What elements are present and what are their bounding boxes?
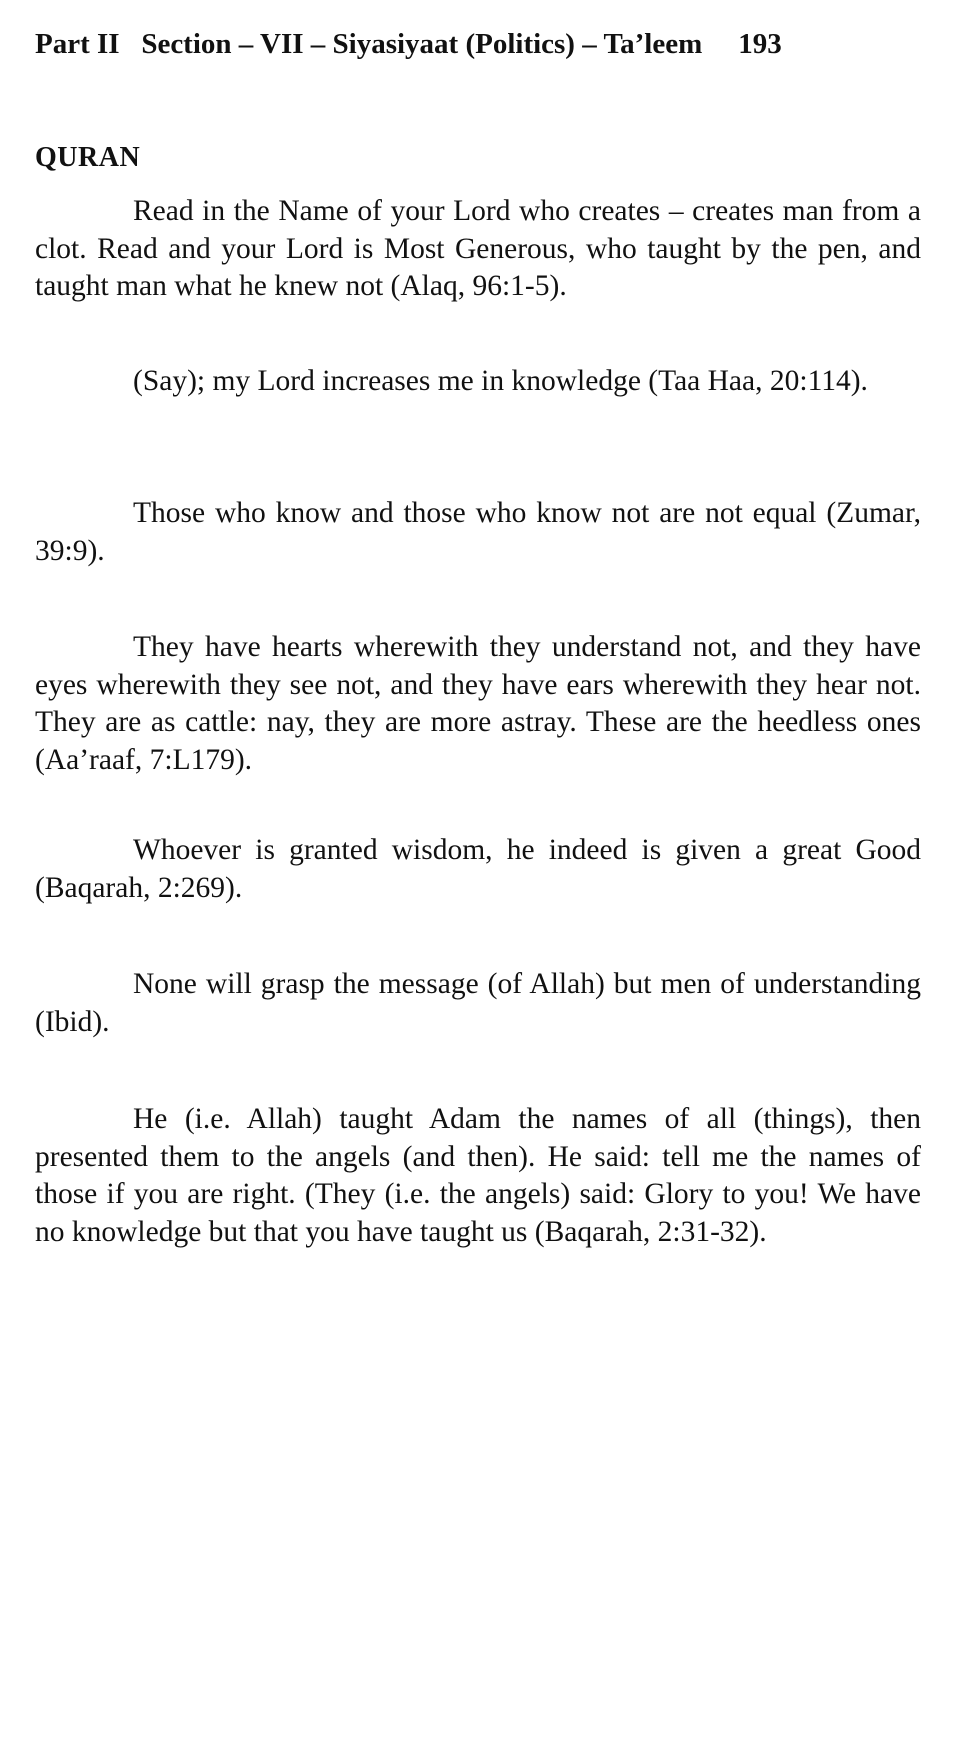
verse-paragraph: Whoever is granted wisdom, he indeed is given a great Good (Baqarah, 2:269). bbox=[35, 834, 921, 904]
verse-paragraph: Those who know and those who know not are not equal (Zumar, 39:9). bbox=[35, 497, 921, 567]
running-header bbox=[35, 26, 895, 62]
verse-paragraph: None will grasp the message (of Allah) but men of understanding (Ibid). bbox=[35, 968, 921, 1038]
verse-paragraph: They have hearts wherewith they understand not, and they have eyes wherewith they see not, and they have ears wherewith they hear not. They are as cattle: nay, they are more astray. These are the heedless ones (Aa’raaf, 7:L179). bbox=[35, 631, 921, 776]
verse-paragraph: He (i.e. Allah) taught Adam the names of all (things), then presented them to the angels (and then). He said: tell me the names of those if you are right. (They (i.e. the angels) said: Glory to you! We have no knowledge but that you have taught us (Baqarah, 2:31-32). bbox=[35, 1103, 921, 1248]
verse-paragraph: (Say); my Lord increases me in knowledge (Taa Haa, 20:114). bbox=[133, 365, 868, 397]
header-title: Part II Section – VII – Siyasiyaat (Politics) – Ta’leem bbox=[35, 28, 703, 60]
page-number: 193 bbox=[738, 28, 782, 60]
verse-paragraph: Read in the Name of your Lord who creates – creates man from a clot. Read and your Lord is Most Generous, who taught by the pen, and taught man what he knew not (Alaq, 96:1-5). bbox=[35, 195, 921, 302]
section-heading: QURAN bbox=[35, 142, 141, 173]
